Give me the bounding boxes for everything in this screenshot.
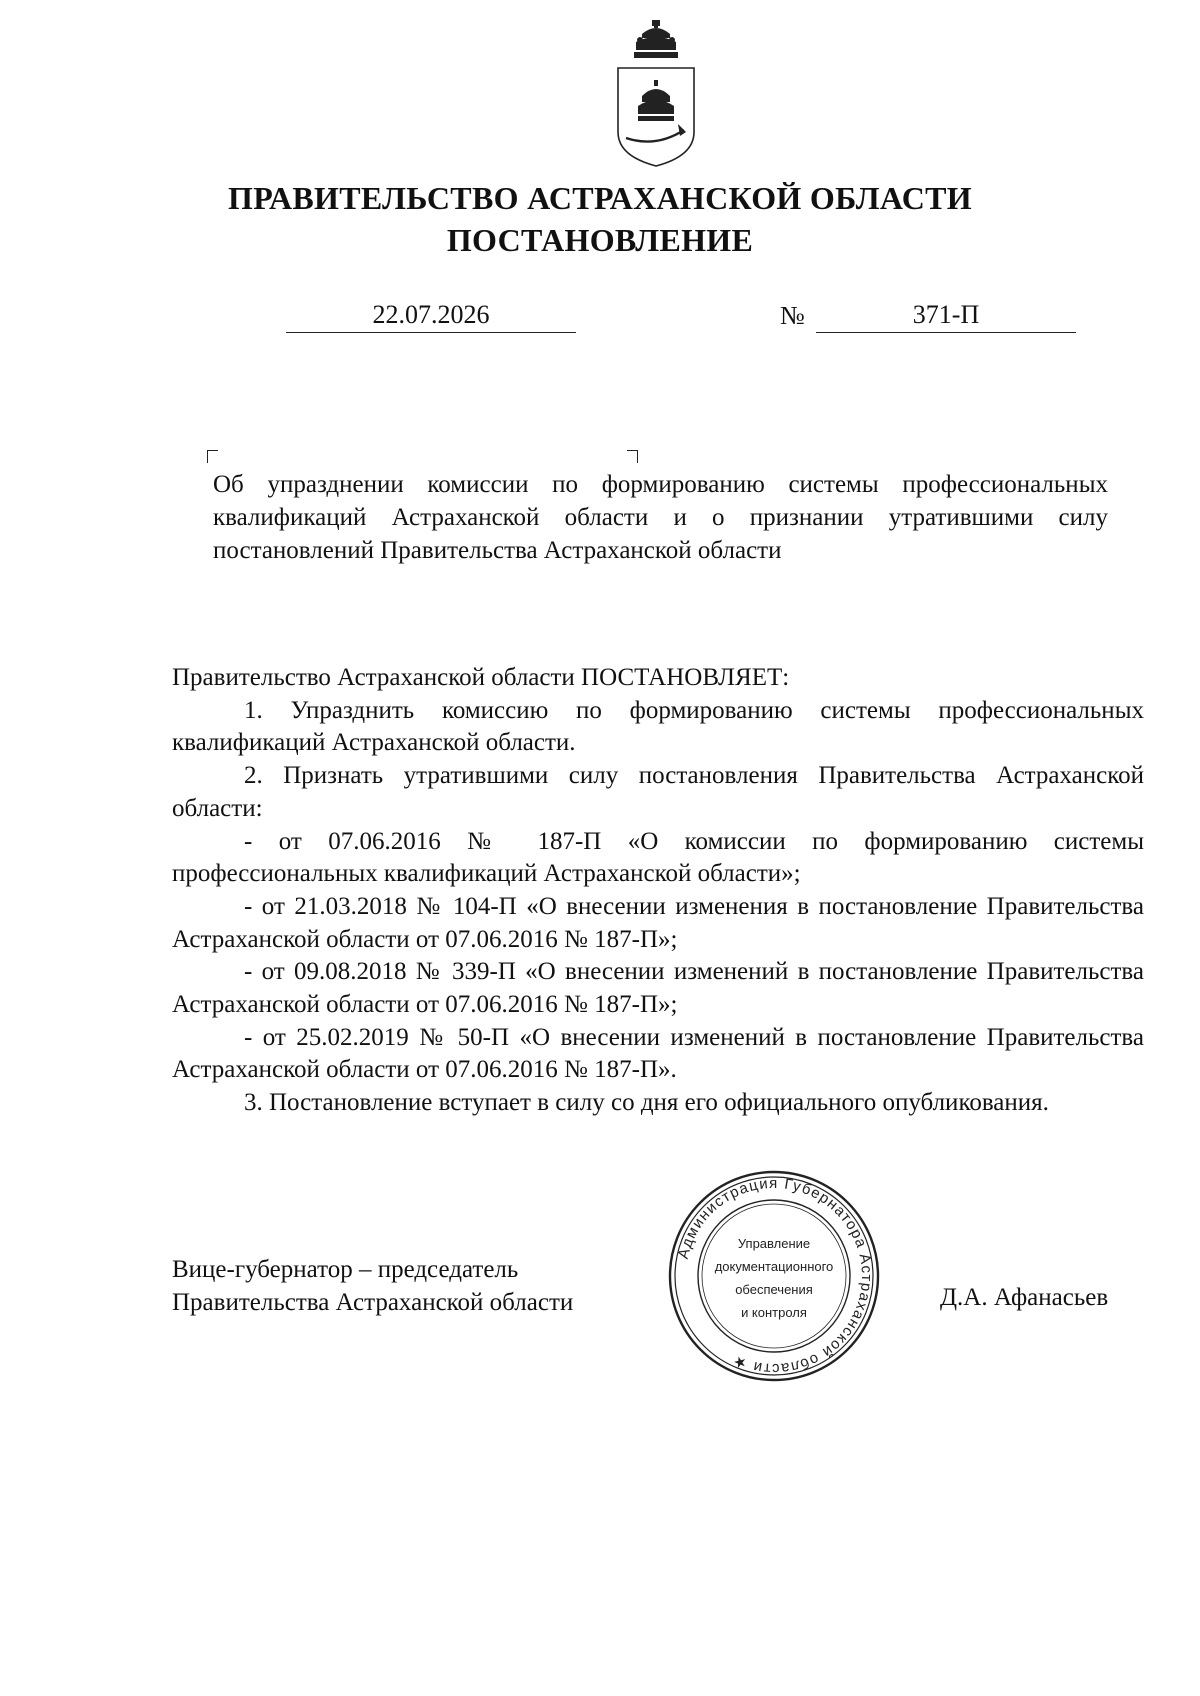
number-label: № — [780, 301, 805, 330]
resolution-item-1: 1. Упразднить комиссию по формированию системы профессиональных квалификаций Астраханской области. — [172, 696, 1144, 757]
signatory-title-line-1: Вице-губернатор – председатель — [172, 1256, 519, 1283]
resolution-item-3: 3. Постановление вступает в силу со дня его официального опубликования. — [244, 1089, 1049, 1117]
stamp-line-2: документационного — [714, 1259, 834, 1274]
repealed-act-2: - от 21.03.2018 № 104-П «О внесении изменения в постановление Правительства Астраханской области от 07.06.2016 № 187-П»; — [172, 892, 1144, 953]
document-type-heading: ПОСТАНОВЛЕНИЕ — [446, 222, 754, 258]
resolution-item-2: 2. Признать утратившими силу постановления Правительства Астраханской области: — [172, 762, 1144, 822]
document-subject: Об упразднении комиссии по формированию системы профессиональных квалификаций Астраханской области и о признании утратившими силу постановлений Правительства Астраханской области — [213, 471, 1108, 564]
document-number: 371-П — [816, 300, 1076, 333]
repealed-act-4: - от 25.02.2019 № 50-П «О внесении изменений в постановление Правительства Астраханской области от 07.06.2016 № 187-П». — [172, 1023, 1144, 1084]
signatory-name: Д.А. Афанасьев — [940, 1284, 1109, 1311]
signatory-title — [172, 1253, 573, 1319]
resolution-intro: Правительство Астраханской области ПОСТАНОВЛЯЕТ: — [172, 664, 790, 691]
stamp-line-1: Управление — [737, 1236, 811, 1251]
repealed-act-1: - от 07.06.2016 № 187-П «О комиссии по формированию системы профессиональных квалификаций Астраханской области»; — [172, 827, 1144, 888]
subject-corner-right — [627, 450, 638, 463]
government-heading: ПРАВИТЕЛЬСТВО АСТРАХАНСКОЙ ОБЛАСТИ — [228, 180, 972, 216]
stamp-center-text — [706, 1232, 842, 1324]
stamp-line-3: обеспечения — [735, 1282, 813, 1297]
stamp-line-4: и контроля — [741, 1305, 807, 1320]
stamp-ring-text: Администрация Губернатора Астраханской области ★ — [674, 1174, 876, 1378]
subject-corner-left — [207, 450, 218, 463]
coat-of-arms-icon — [612, 20, 700, 170]
document-body — [172, 662, 1144, 1120]
signatory-title-line-2: Правительства Астраханской области — [172, 1289, 574, 1316]
document-date: 22.07.2026 — [286, 300, 576, 333]
repealed-act-3: - от 09.08.2018 № 339-П «О внесении изменений в постановление Правительства Астраханской области от 07.06.2016 № 187-П»; — [172, 958, 1144, 1019]
